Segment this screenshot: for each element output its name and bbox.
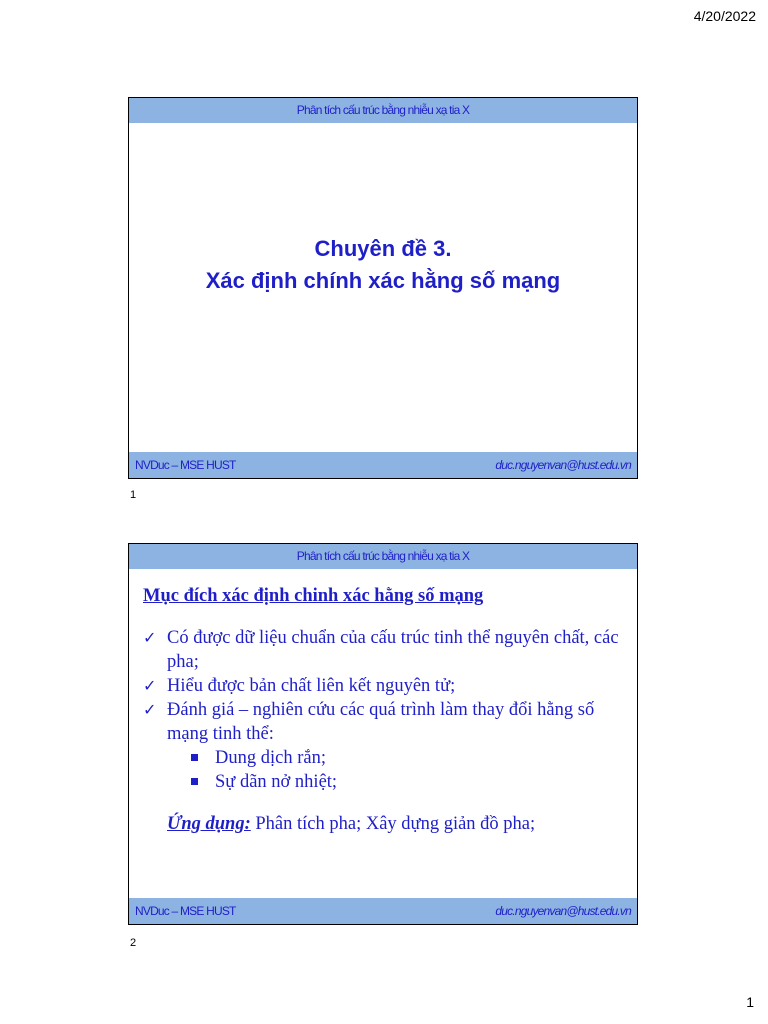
slide-heading: Mục đích xác định chinh xác hằng số mạng [143, 586, 484, 606]
slide-index-1: 1 [130, 489, 137, 501]
slide-footer [129, 452, 637, 478]
title-line-1: Chuyên đề 3. [314, 236, 452, 261]
slide-1 [128, 97, 638, 479]
list-item: ✓ Có được dữ liệu chuẩn của cấu trúc tinh thể nguyên chất, các pha; [143, 628, 619, 672]
slide-title [129, 233, 637, 297]
slide-body [143, 584, 627, 836]
footer-email: duc.nguyenvan@hust.edu.vn [495, 458, 631, 472]
square-bullet-icon [191, 754, 198, 761]
checkmark-icon: ✓ [143, 676, 157, 695]
footer-email: duc.nguyenvan@hust.edu.vn [495, 904, 631, 918]
title-line-2: Xác định chính xác hằng số mạng [205, 268, 561, 293]
slide-footer [129, 898, 637, 924]
list-item: ✓ Hiểu được bản chất liên kết nguyên tử; [143, 676, 456, 696]
list-item: ✓ Đánh giá – nghiên cứu các quá trình làm thay đổi hằng số mạng tinh thể: Dung dịch rắn; Sự dãn nở nhiệt; [143, 698, 627, 794]
slide-index-2: 2 [130, 937, 137, 949]
square-bullet-icon [191, 778, 198, 785]
list-item: Dung dịch rắn; [191, 746, 627, 770]
checkmark-icon: ✓ [143, 700, 157, 719]
application-text: Phân tích pha; Xây dựng giản đồ pha; [250, 814, 536, 834]
page-number: 1 [746, 994, 754, 1010]
application-label: Ứng dụng: [167, 814, 251, 834]
bullet-list [143, 626, 627, 794]
application-line [143, 812, 627, 836]
checkmark-icon: ✓ [143, 628, 157, 647]
slide-header: Phân tích cấu trúc bằng nhiễu xạ tia X [129, 98, 637, 123]
sub-bullet-list [167, 746, 627, 794]
footer-author: NVDuc – MSE HUST [135, 458, 236, 472]
footer-author: NVDuc – MSE HUST [135, 904, 236, 918]
page-date: 4/20/2022 [693, 8, 756, 24]
slide-2 [128, 543, 638, 925]
list-item: Sự dãn nở nhiệt; [191, 770, 627, 794]
slide-header: Phân tích cấu trúc bằng nhiễu xạ tia X [129, 544, 637, 569]
